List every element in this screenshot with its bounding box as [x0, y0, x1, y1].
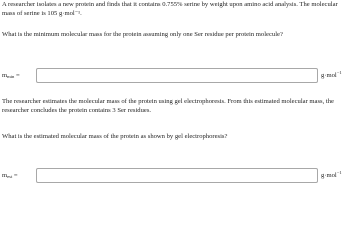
unit-exponent: −1: [336, 70, 342, 76]
gel-electrophoresis-text: The researcher estimates the molecular mass of the protein using gel electrophoresis. From this estimated molecular mass, the researcher concludes the protein contains 3 Ser residues.: [2, 98, 334, 114]
estimated-mass-unit: [321, 170, 342, 179]
question-estimated-mass: What is the estimated molecular mass of the protein as shown by gel electrophoresis?: [2, 133, 228, 140]
minimum-mass-input[interactable]: [36, 68, 318, 83]
answer-row-estimated-mass: [2, 167, 346, 183]
equals-sign: =: [13, 171, 18, 179]
estimated-mass-input[interactable]: [36, 168, 318, 183]
unit-exponent: −1: [336, 170, 342, 176]
question-minimum-mass: What is the minimum molecular mass for the protein assuming only one Ser residue per protein molecule?: [2, 31, 283, 38]
estimated-mass-label: [2, 172, 36, 179]
label-subscript: min: [7, 73, 15, 79]
label-symbol: m: [2, 171, 8, 179]
answer-row-minimum-mass: [2, 67, 346, 83]
minimum-mass-label: [2, 72, 36, 79]
label-symbol: m: [2, 71, 8, 79]
label-subscript: est: [7, 173, 13, 179]
unit-base: g·mol: [321, 172, 337, 180]
minimum-mass-unit: [321, 70, 342, 79]
unit-base: g·mol: [321, 72, 337, 80]
equals-sign: =: [15, 71, 20, 79]
problem-intro: A researcher isolates a new protein and finds that it contains 0.755% serine by weight upon amino acid analysis. The molecular mass of serine is 105 g·mol⁻¹.: [2, 1, 338, 17]
